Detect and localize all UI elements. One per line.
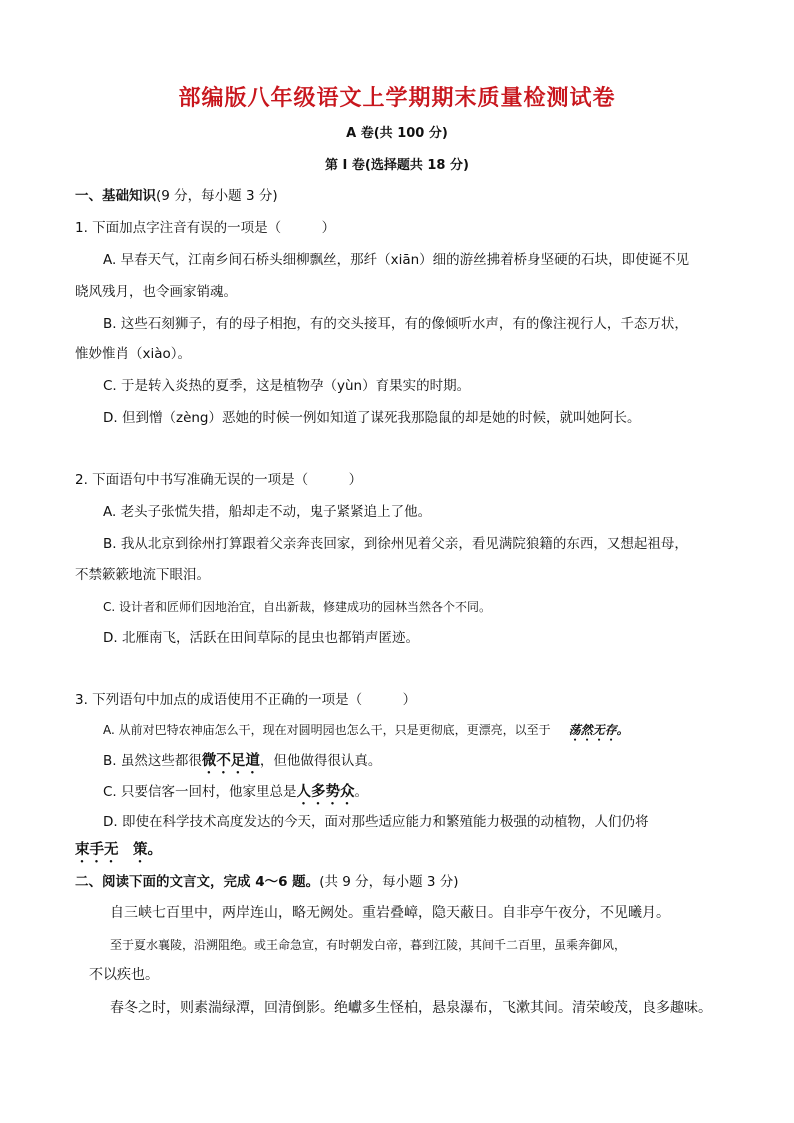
subtitle-part-one: 第 I 卷(选择题共 18 分) <box>325 158 469 173</box>
question-1-option-b-cont: 惟妙惟肖（xiào）。 <box>75 346 192 362</box>
question-3-option-a-idiom: 荡然无存。 <box>568 723 629 737</box>
question-3-option-d: D. 即使在科学技术高度发达的今天，面对那些适应能力和繁殖能力极强的动植物，人们仍将 <box>103 814 649 830</box>
question-3-stem: 3. 下列语句中加点的成语使用不正确的一项是（ ） <box>75 692 417 708</box>
subtitle-a-paper: A 卷(共 100 分) <box>346 126 448 141</box>
passage-paragraph-2: 至于夏水襄陵，沿溯阻绝。或王命急宣，有时朝发白帝，暮到江陵，其间千二百里，虽乘奔御风， <box>110 938 627 952</box>
question-3-option-c <box>103 782 368 808</box>
question-3-option-b <box>103 751 381 777</box>
question-1-option-b: B. 这些石刻狮子，有的母子相抱，有的交头接耳，有的像倾听水声，有的像注视行人，千态万状， <box>103 316 688 332</box>
section-1-title: 一、基础知识 <box>75 188 156 204</box>
question-2-option-c: C. 设计者和匠师们因地治宜，自出新裁，修建成功的园林当然各个不同。 <box>103 600 492 614</box>
question-3-option-b-idiom: 微不足道 <box>201 753 260 769</box>
section-1-heading <box>75 186 278 206</box>
section-2-note: (共 9 分，每小题 3 分) <box>319 874 459 890</box>
question-2-stem: 2. 下面语句中书写准确无误的一项是（ ） <box>75 472 363 488</box>
question-2-option-d: D. 北雁南飞，活跃在田间草际的昆虫也都销声匿迹。 <box>103 630 419 646</box>
question-3-option-c-prefix: C. 只要信客一回村，他家里总是 <box>103 784 297 800</box>
question-2-option-a: A. 老头子张慌失措，船却走不动，鬼子紧紧追上了他。 <box>103 504 432 520</box>
section-1-note: (9 分，每小题 3 分) <box>156 188 278 204</box>
question-2-option-b-cont: 不禁簌簌地流下眼泪。 <box>75 567 210 583</box>
passage-paragraph-3: 春冬之时，则素湍绿潭，回清倒影。绝巘多生怪柏，悬泉瀑布，飞漱其间。清荣峻茂，良多趣味。 <box>110 1000 712 1016</box>
question-3-option-d-idiom: 束手无 策。 <box>75 842 162 858</box>
question-3-option-a <box>103 720 629 744</box>
question-1-option-a: A. 早春天气，江南乡间石桥头细柳飘丝，那纤（xiān）细的游丝拂着桥身坚硬的石块，即使诞不见 <box>103 252 690 268</box>
document-title: 部编版八年级语文上学期期末质量检测试卷 <box>178 86 616 111</box>
question-1-stem: 1. 下面加点字注音有误的一项是（ ） <box>75 220 336 236</box>
question-3-option-a-text: A. 从前对巴特农神庙怎么干，现在对圆明园也怎么干，只是更彻底，更漂亮，以至于 <box>103 723 551 737</box>
question-3-option-c-idiom: 人多势众 <box>296 784 355 800</box>
question-3-option-c-suffix: 。 <box>354 784 369 800</box>
question-1-option-d: D. 但到憎（zèng）恶她的时候一例如知道了谋死我那隐鼠的却是她的时候，就叫她阿长。 <box>103 410 641 426</box>
passage-paragraph-1: 自三峡七百里中，两岸连山，略无阙处。重岩叠嶂，隐天蔽日。自非亭午夜分，不见曦月。 <box>110 905 670 921</box>
question-3-option-b-suffix: ，但他做得很认真。 <box>259 753 382 769</box>
question-3-option-b-prefix: B. 虽然这些都很 <box>103 753 202 769</box>
passage-paragraph-2-cont: 不以疾也。 <box>89 967 159 983</box>
question-1-option-a-cont: 晓风残月，也令画家销魂。 <box>75 284 237 300</box>
question-1-option-c: C. 于是转入炎热的夏季，这是植物孕（yùn）育果实的时期。 <box>103 378 471 394</box>
section-2-title: 二、阅读下面的文言文，完成 4～6 题。 <box>75 874 320 890</box>
question-2-option-b: B. 我从北京到徐州打算跟着父亲奔丧回家，到徐州见着父亲，看见满院狼籍的东西，又想起祖母， <box>103 536 688 552</box>
section-2-heading <box>75 872 459 892</box>
